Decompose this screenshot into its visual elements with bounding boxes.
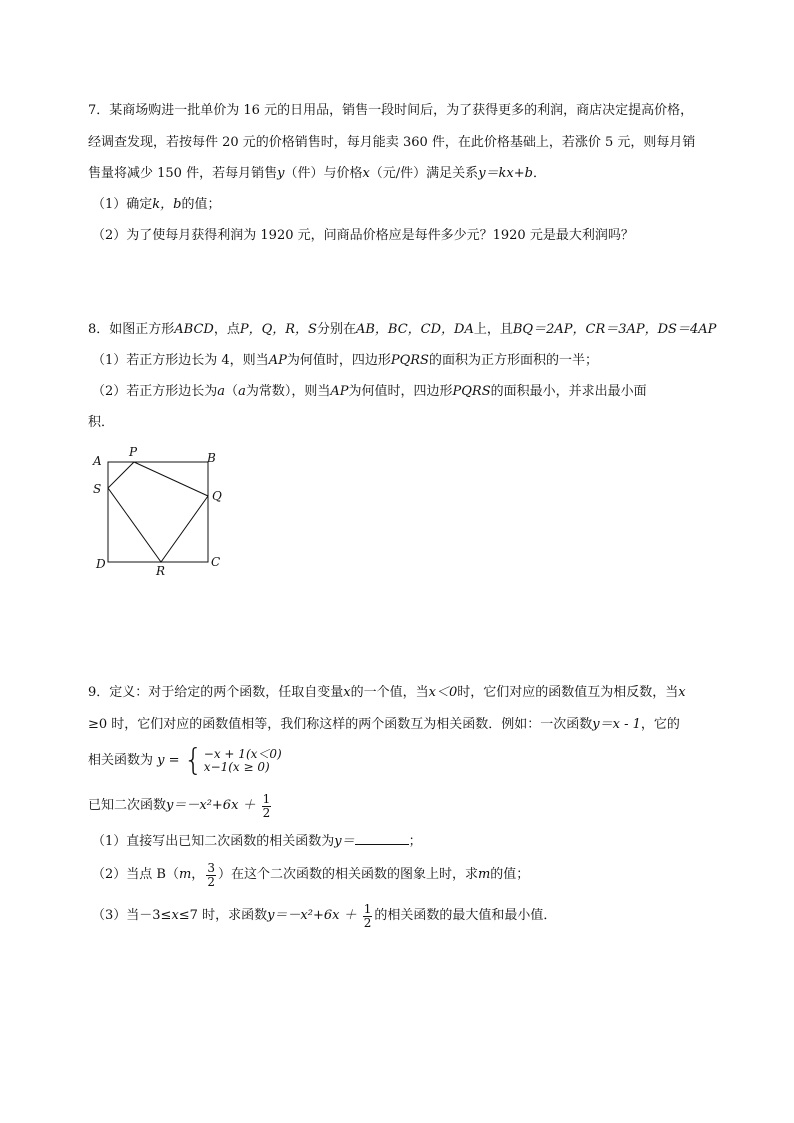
answer-blank[interactable] — [355, 832, 409, 845]
text: 的值； — [181, 197, 221, 212]
denominator: 2 — [262, 805, 271, 820]
text: ． — [532, 166, 546, 181]
var-x: x — [171, 908, 179, 923]
q9-part-3 — [92, 902, 556, 931]
square-figure — [86, 440, 236, 580]
text: 分别在 — [316, 322, 356, 337]
text: 的面积为正方形面积的一半； — [428, 353, 598, 368]
equation: y＝x - 1 — [592, 717, 641, 732]
var: P，Q，R，S — [239, 322, 317, 337]
text: （元/件）满足关系 — [369, 166, 479, 181]
fraction — [363, 903, 373, 930]
numerator: 3 — [207, 860, 215, 875]
square-abcd — [108, 462, 208, 562]
condition: x＜0 — [428, 685, 458, 700]
text: 已知二次函数 — [88, 798, 167, 813]
label-r: R — [156, 564, 166, 578]
label-b: B — [207, 451, 216, 465]
var-x: x — [362, 166, 370, 181]
text: 为何值时，四边形 — [348, 384, 453, 399]
q9-line-4 — [88, 792, 273, 821]
equation: y＝－x²+6x ＋ — [166, 798, 256, 813]
text: ， — [191, 867, 205, 882]
text: 售量将减少 150 件，若每月销售 — [88, 166, 278, 181]
equation: y＝ — [334, 834, 355, 849]
numerator: 1 — [262, 791, 271, 806]
var-x: x — [343, 685, 351, 700]
text: ； — [408, 834, 422, 849]
label-q: Q — [212, 489, 222, 503]
q8-part-2-cont: 积． — [88, 415, 115, 430]
text: 为何值时，四边形 — [286, 353, 391, 368]
quad-pqrs — [108, 462, 208, 562]
label-a: A — [93, 454, 102, 468]
equals: = — [168, 753, 180, 768]
equation: y＝kx+b — [478, 166, 533, 181]
case-1: −x + 1(x＜0) — [203, 747, 282, 761]
var: PQRS — [452, 384, 491, 399]
q7-line-3 — [88, 165, 546, 183]
numerator: 1 — [363, 901, 372, 916]
label-c: C — [211, 555, 221, 569]
var: AB，BC，CD，DA — [355, 322, 474, 337]
q8-part-2 — [92, 383, 647, 401]
q8-part-1 — [92, 352, 598, 370]
q7-part-2: （2）为了使每月获得利润为 1920 元，问商品价格应是每件多少元？1920 元是最大利润吗？ — [92, 228, 634, 243]
text: 为常数），则当 — [245, 384, 331, 399]
var: AP — [268, 353, 287, 368]
var: ABCD — [174, 322, 214, 337]
text: （1）确定 — [92, 197, 153, 212]
text: 上，且 — [473, 322, 513, 337]
text: 的一个值，当 — [350, 685, 429, 700]
text: 的值； — [490, 867, 530, 882]
label-p: P — [129, 445, 138, 459]
text: 时，它们对应的函数值互为相反数，当 — [457, 685, 679, 700]
q7-line-2: 经调查发现，若按每件 20 元的价格销售时，每月能卖 360 件，在此价格基础上，若涨价 5 元，则每月销 — [88, 135, 696, 150]
fraction — [262, 793, 272, 820]
text: ）在这个二次函数的相关函数的图象上时，求 — [217, 867, 478, 882]
label-s: S — [93, 482, 102, 496]
var: AP — [330, 384, 349, 399]
text: （2）当点 B（ — [92, 867, 179, 882]
text: （1）若正方形边长为 4，则当 — [92, 353, 269, 368]
case-2: x−1(x ≥ 0) — [203, 760, 270, 774]
text: 9．定义：对于给定的两个函数，任取自变量 — [88, 685, 344, 700]
var-m: m — [477, 867, 491, 882]
text: ，点 — [213, 322, 240, 337]
denominator: 2 — [207, 874, 215, 889]
q9-line-3 — [88, 743, 282, 778]
vars: k，b — [152, 197, 182, 212]
q7-line-1: 7．某商场购进一批单价为 16 元的日用品，销售一段时间后，为了获得更多的利润，商店决定提高价格， — [88, 103, 694, 118]
fraction — [206, 862, 216, 889]
var: PQRS — [390, 353, 429, 368]
text: ≤7 时，求函数 — [178, 908, 268, 923]
text: （件）与价格 — [284, 166, 363, 181]
q9-part-2 — [92, 861, 529, 890]
text: （ — [225, 384, 239, 399]
label-d: D — [96, 557, 106, 571]
q9-part-1 — [92, 832, 422, 851]
q8-line-1 — [88, 321, 716, 339]
text: 的面积最小，并求出最小面 — [490, 384, 647, 399]
var-y: y — [157, 753, 165, 768]
piecewise-cases — [204, 748, 282, 774]
text: 8．如图正方形 — [88, 322, 175, 337]
q9-line-1 — [88, 684, 686, 702]
text: ，它的 — [640, 717, 680, 732]
denominator: 2 — [363, 915, 372, 930]
var: a — [217, 384, 226, 399]
text: （2）若正方形边长为 — [92, 384, 218, 399]
text: ≥0 时，它们对应的函数值相等，我们称这样的两个函数互为相关函数．例如：一次函数 — [88, 717, 593, 732]
q9-line-2 — [88, 716, 680, 734]
text: 的相关函数的最大值和最小值． — [374, 908, 557, 923]
text: （1）直接写出已知二次函数的相关函数为 — [92, 834, 335, 849]
q7-part-1 — [92, 196, 221, 214]
text: 相关函数为 — [88, 753, 154, 768]
var-m: m — [178, 867, 192, 882]
text: （3）当－3≤ — [92, 908, 172, 923]
var-x: x — [678, 685, 686, 700]
var-y: y — [277, 166, 285, 181]
equation: BQ＝2AP，CR＝3AP，DS＝4AP — [512, 322, 717, 337]
brace-icon: { — [183, 743, 203, 778]
equation: y＝－x²+6x ＋ — [267, 908, 357, 923]
var: a — [238, 384, 246, 399]
